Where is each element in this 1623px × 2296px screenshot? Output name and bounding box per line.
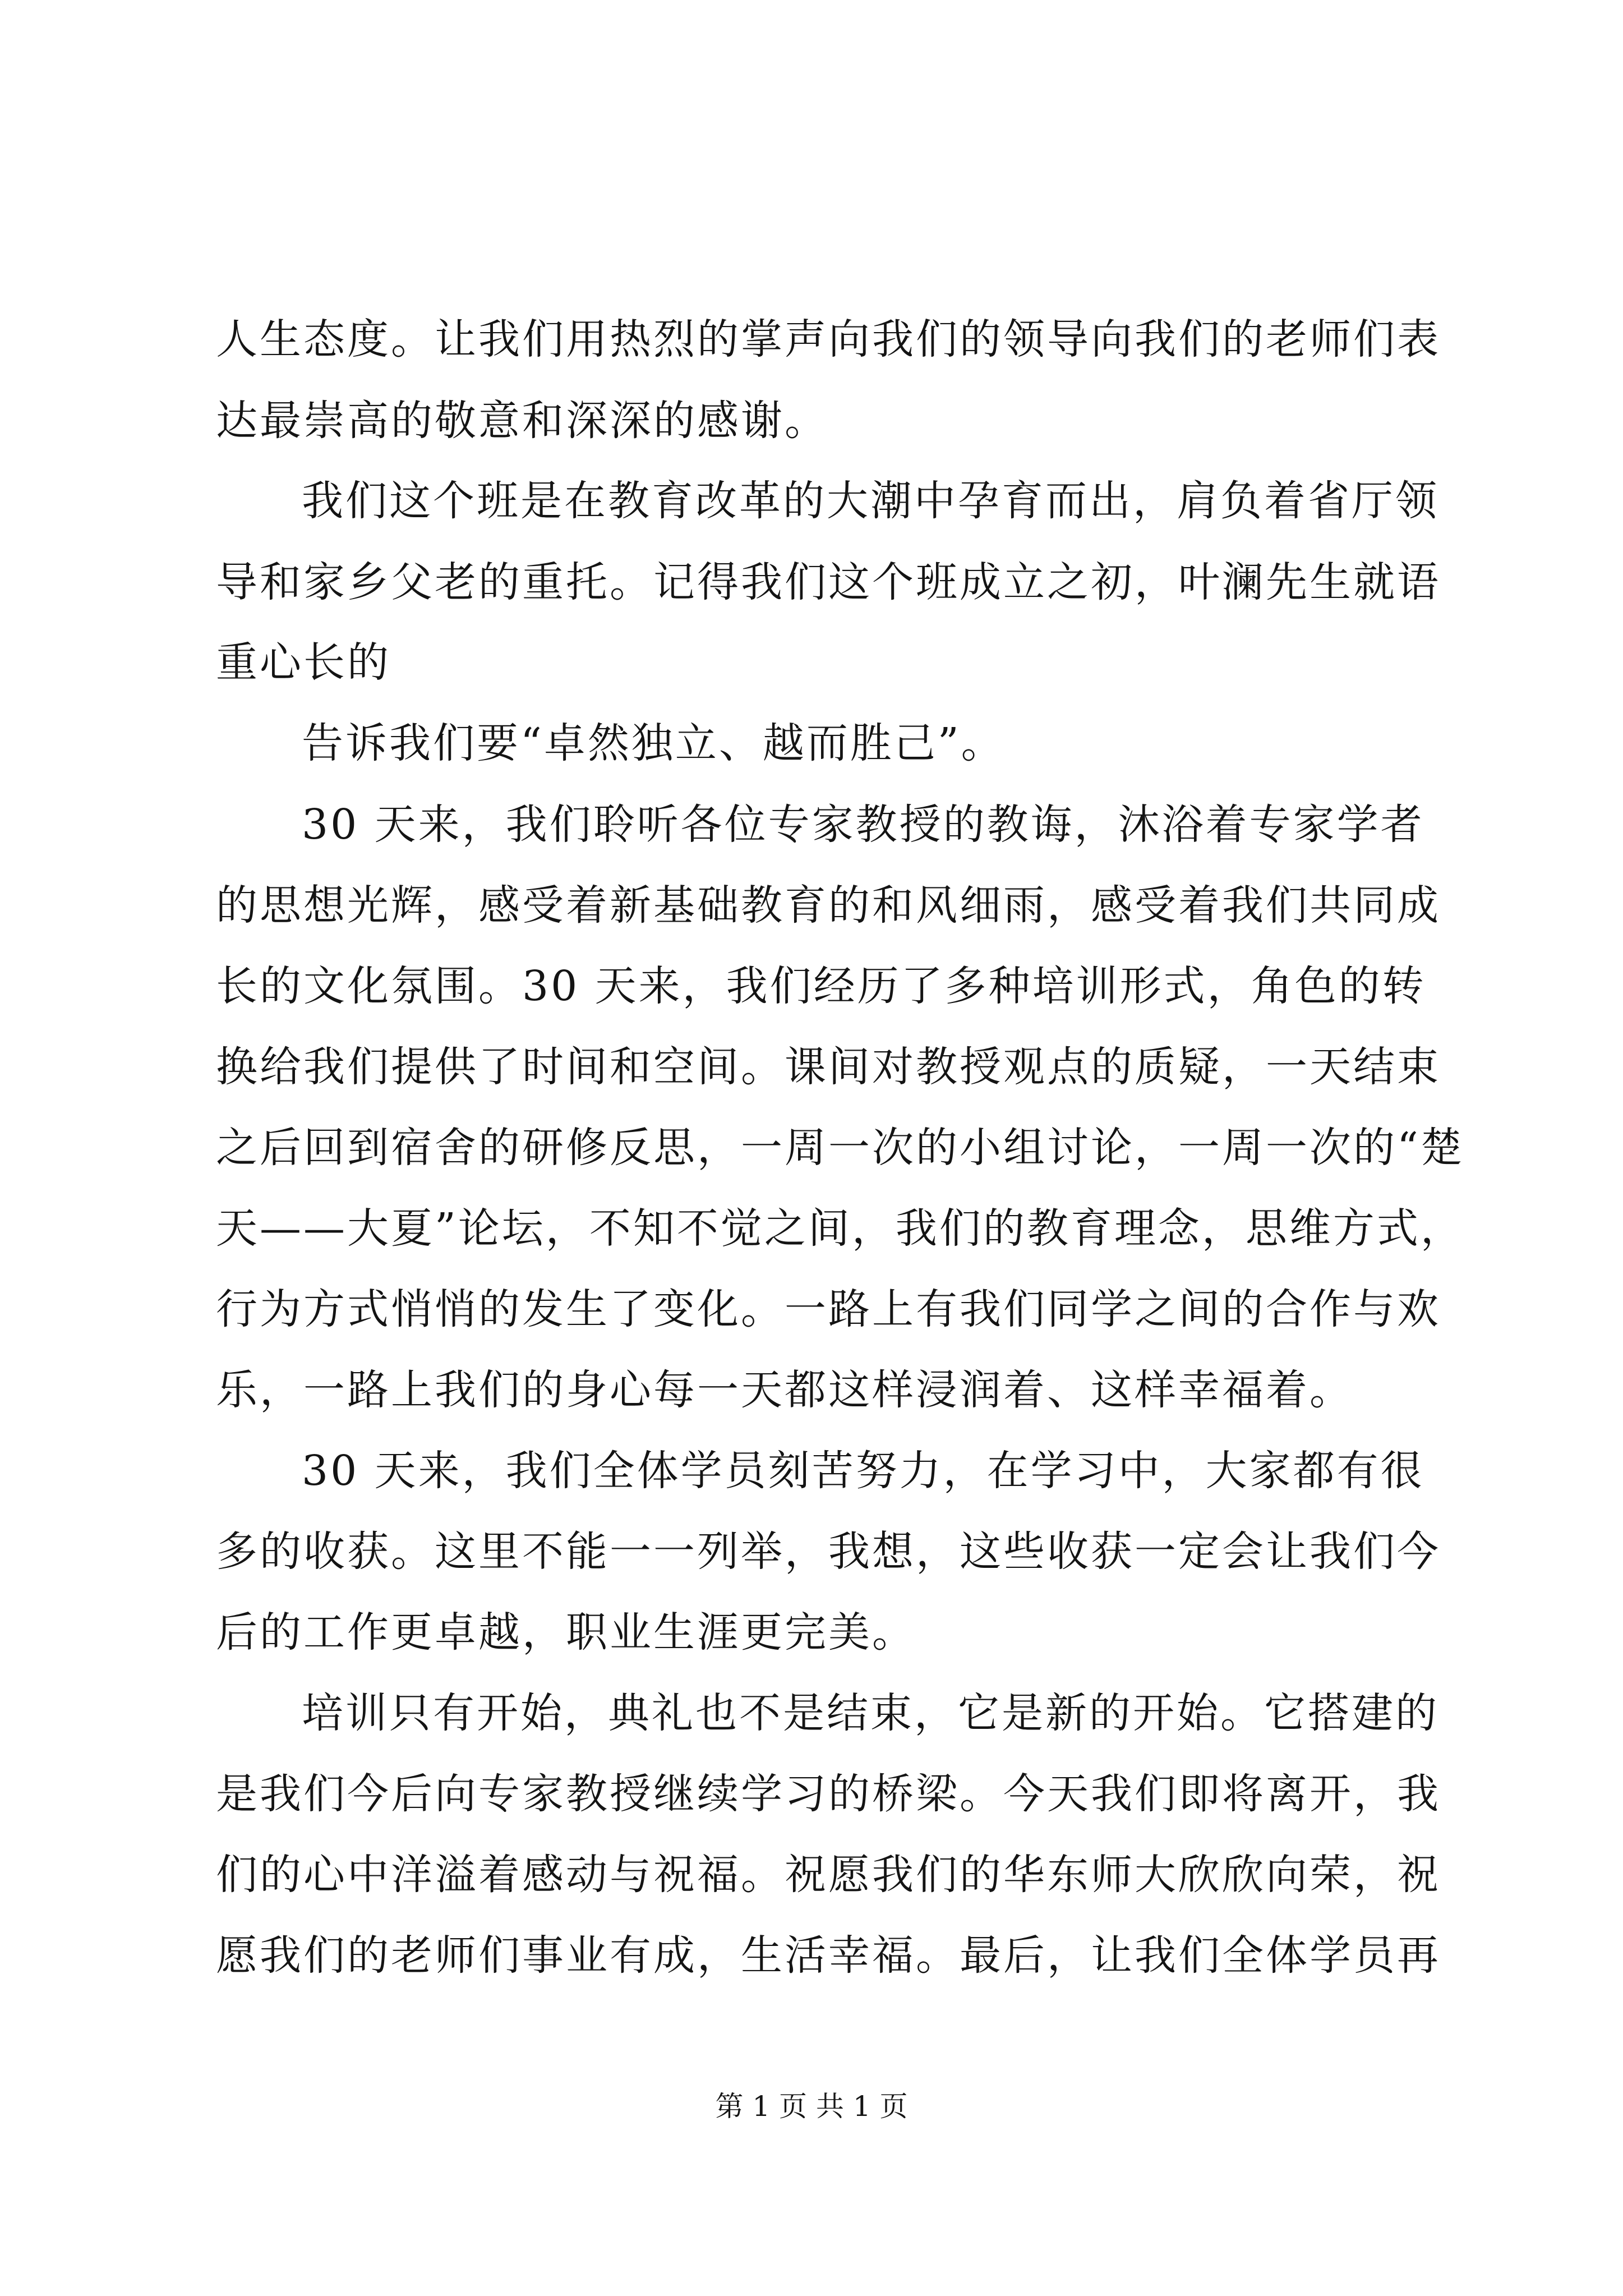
text-line: 达最崇高的敬意和深深的感谢。	[216, 397, 828, 445]
text-line: 愿我们的老师们事业有成，生活幸福。最后，让我们全体学员再	[216, 1931, 1441, 1980]
text-line: 们的心中洋溢着感动与祝福。祝愿我们的华东师大欣欣向荣，祝	[216, 1851, 1441, 1899]
page-footer: 第 1 页 共 1 页	[715, 2090, 908, 2123]
text-line: 人生态度。让我们用热烈的掌声向我们的领导向我们的老师们表	[216, 315, 1441, 364]
text-line: 乐，一路上我们的身心每一天都这样浸润着、这样幸福着。	[216, 1366, 1353, 1414]
text-line: 的思想光辉，感受着新基础教育的和风细雨，感受着我们共同成	[216, 881, 1441, 930]
text-line: 培训只有开始，典礼也不是结束，它是新的开始。它搭建的	[302, 1689, 1439, 1737]
text-line: 我们这个班是在教育改革的大潮中孕育而出，肩负着省厅领	[302, 477, 1439, 525]
text-line: 多的收获。这里不能一一列举，我想，这些收获一定会让我们今	[216, 1527, 1441, 1576]
text-line: 告诉我们要“卓然独立、越而胜己”。	[302, 719, 1005, 767]
text-line: 之后回到宿舍的研修反思，一周一次的小组讨论，一周一次的“楚	[216, 1124, 1464, 1172]
text-line: 换给我们提供了时间和空间。课间对教授观点的质疑，一天结束	[216, 1043, 1441, 1091]
text-line: 重心长的	[216, 638, 391, 687]
text-line: 天——大夏”论坛，不知不觉之间，我们的教育理念，思维方式，	[216, 1204, 1464, 1253]
text-line: 导和家乡父老的重托。记得我们这个班成立之初，叶澜先生就语	[216, 558, 1441, 606]
text-line: 30 天来，我们全体学员刻苦努力，在学习中，大家都有很	[302, 1447, 1424, 1495]
text-line: 是我们今后向专家教授继续学习的桥梁。今天我们即将离开，我	[216, 1770, 1441, 1818]
text-line: 30 天来，我们聆听各位专家教授的教诲，沐浴着专家学者	[302, 800, 1424, 849]
text-line: 长的文化氛围。30 天来，我们经历了多种培训形式，角色的转	[216, 962, 1426, 1010]
text-line: 行为方式悄悄的发生了变化。一路上有我们同学之间的合作与欢	[216, 1285, 1441, 1333]
text-line: 后的工作更卓越，职业生涯更完美。	[216, 1608, 916, 1657]
